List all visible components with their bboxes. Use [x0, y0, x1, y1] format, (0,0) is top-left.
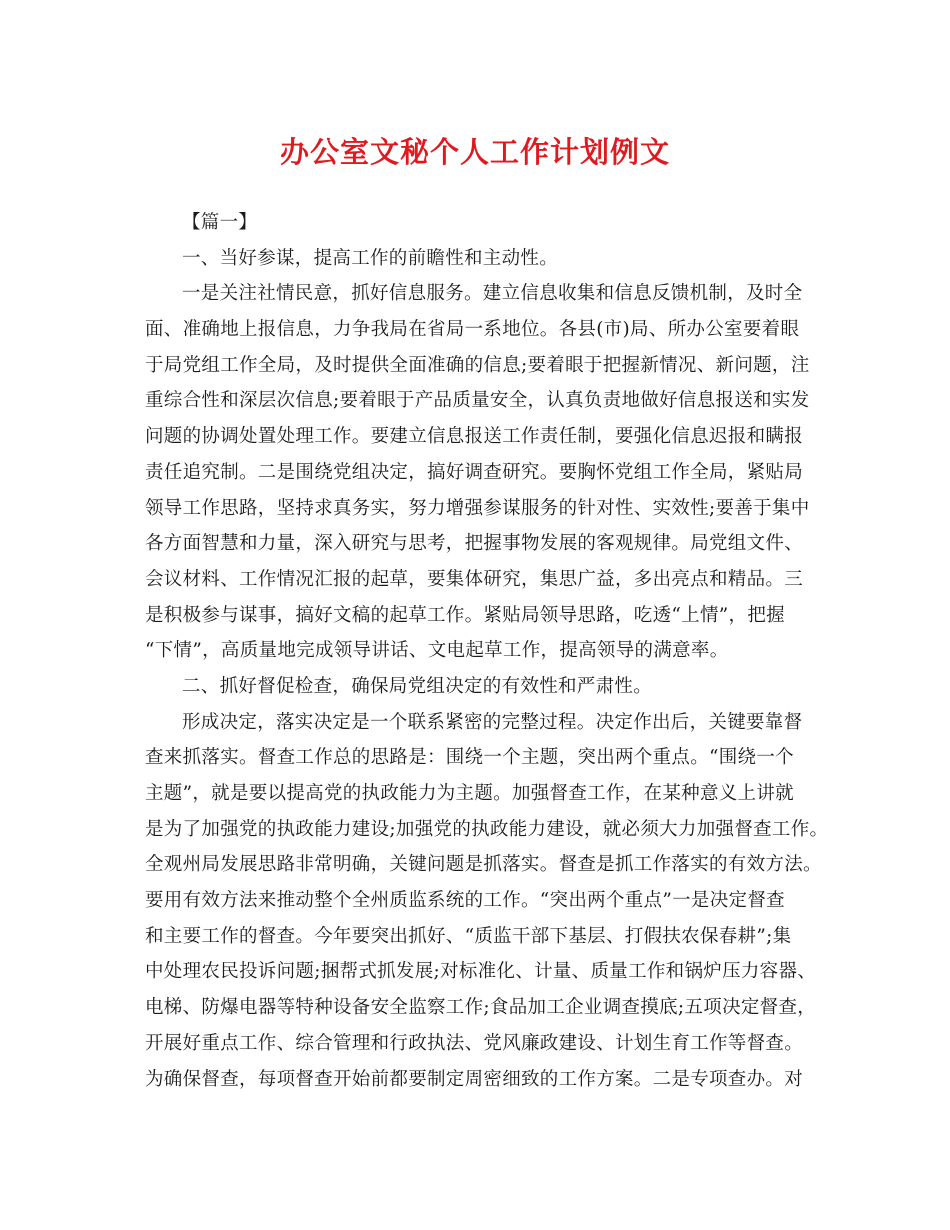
text-line: 是为了加强党的执政能力建设;加强党的执政能力建设，就必须大力加强督查工作。: [145, 818, 829, 840]
text-line: 全观州局发展思路非常明确，关键问题是抓落实。督查是抓工作落实的有效方法。: [145, 854, 822, 876]
text-line: 是积极参与谋事，搞好文稿的起草工作。紧贴局领导思路，吃透“上情”，把握: [145, 604, 785, 626]
text-line: 于局党组工作全局，及时提供全面准确的信息;要着眼于把握新情况、新问题，注: [145, 354, 810, 376]
text-line: 二、抓好督促检查，确保局党组决定的有效性和严肃性。: [182, 675, 653, 697]
text-line: 一是关注社情民意，抓好信息服务。建立信息收集和信息反馈机制，及时全: [182, 283, 803, 305]
text-line: 面、准确地上报信息，力争我局在省局一系地位。各县(市)局、所办公室要着眼: [145, 319, 800, 341]
text-line: 一、当好参谋，提高工作的前瞻性和主动性。: [182, 247, 559, 269]
text-line: 电梯、防爆电器等特种设备安全监察工作;食品加工企业调查摸底;五项决定督查，: [145, 997, 817, 1019]
text-line: 重综合性和深层次信息;要着眼于产品质量安全，认真负责地做好信息报送和实发: [145, 390, 810, 412]
text-line: 主题”，就是要以提高党的执政能力为主题。加强督查工作，在某种意义上讲就: [145, 783, 794, 804]
text-line: 开展好重点工作、综合管理和行政执法、党风廉政建设、计划生育工作等督查。: [145, 1032, 804, 1054]
text-line: 为确保督查，每项督查开始前都要制定周密细致的工作方案。二是专项查办。对: [145, 1068, 804, 1090]
document-title: 办公室文秘个人工作计划例文: [279, 135, 670, 169]
text-line: 和主要工作的督查。今年要突出抓好、“质监干部下基层、打假扶农保春耕”;集: [145, 925, 792, 947]
text-line: 责任追究制。二是围绕党组决定，搞好调查研究。要胸怀党组工作全局，紧贴局: [145, 461, 804, 483]
text-line: 【篇一】: [182, 212, 258, 233]
text-line: 问题的协调处置处理工作。要建立信息报送工作责任制，要强化信息迟报和瞒报: [145, 426, 804, 448]
text-line: 要用有效方法来推动整个全州质监系统的工作。“突出两个重点”一是决定督查: [145, 890, 785, 912]
text-line: 各方面智慧和力量，深入研究与思考，把握事物发展的客观规律。局党组文件、: [145, 533, 804, 555]
text-line: 会议材料、工作情况汇报的起草，要集体研究，集思广益，多出亮点和精品。三: [145, 568, 804, 590]
text-line: 领导工作思路，坚持求真务实，努力增强参谋服务的针对性、实效性;要善于集中: [145, 497, 810, 519]
text-line: 中处理农民投诉问题;捆帮式抓发展;对标准化、计量、质量工作和锅炉压力容器、: [145, 961, 817, 983]
text-line: “下情”，高质量地完成领导讲话、文电起草工作，提高领导的满意率。: [145, 640, 729, 662]
document-body: [145, 205, 829, 1097]
text-line: 查来抓落实。督查工作总的思路是：围绕一个主题，突出两个重点。“围绕一个: [145, 747, 794, 769]
text-line: 形成决定，落实决定是一个联系紧密的完整过程。决定作出后，关键要靠督: [182, 711, 803, 733]
